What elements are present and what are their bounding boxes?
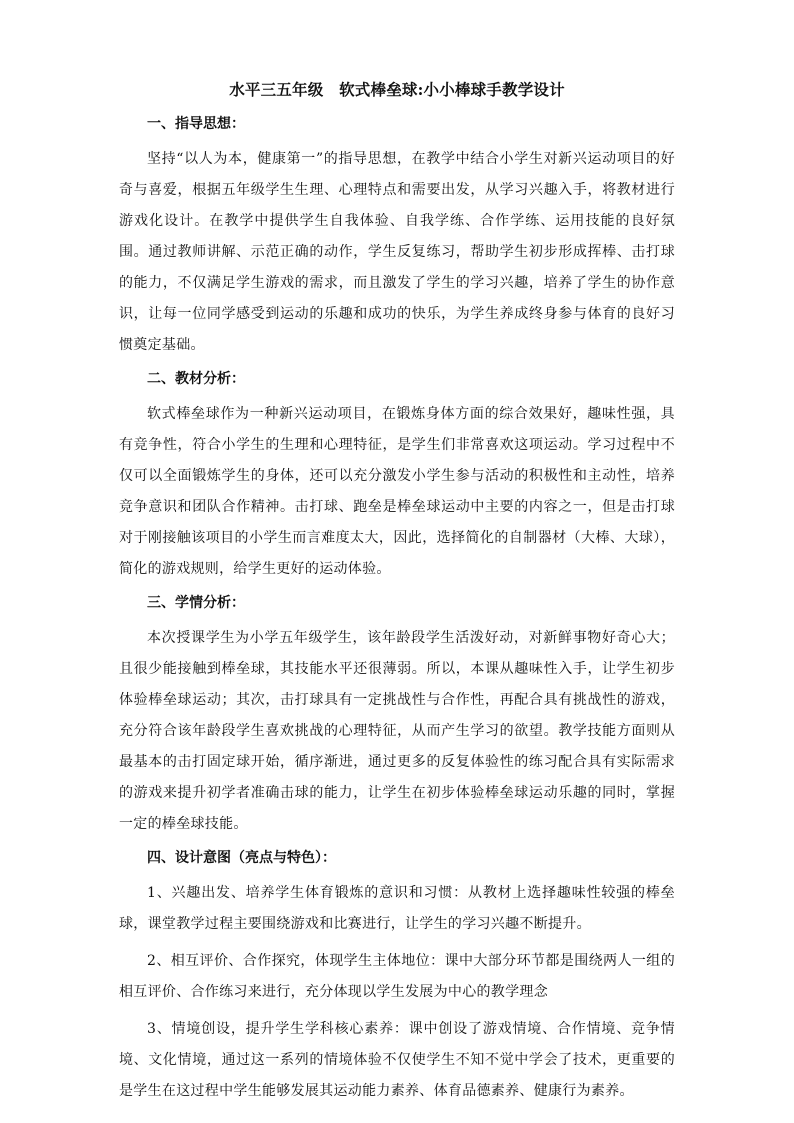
document-title: 水平三五年级 软式棒垒球:小小棒球手教学设计 xyxy=(229,80,565,99)
document-body xyxy=(119,78,675,1113)
section-heading-design-intent: 四、设计意图（亮点与特色）： xyxy=(147,850,336,866)
section-heading-guiding-ideology: 一、指导思想： xyxy=(147,116,245,132)
section-heading-student-analysis: 三、学情分析： xyxy=(147,595,245,611)
section-heading-material-analysis: 二、教材分析： xyxy=(147,371,245,387)
paragraph-design-intent-3: 3、情境创设，提升学生学科核心素养：课中创设了游戏情境、合作情境、竞争情境、文化情境，通过这一系列的情境体验不仅使学生不知不觉中学会了技术，更重要的是学生在这过程中学生能够发展其运动能力素养、体育品德素养、健康行为素养。 xyxy=(119,1021,675,1099)
paragraph-design-intent-1: 1、兴趣出发、培养学生体育锻炼的意识和习惯：从教材上选择趣味性较强的棒垒球，课堂教学过程主要围绕游戏和比赛进行，让学生的学习兴趣不断提升。 xyxy=(119,885,675,932)
paragraph-student-analysis: 本次授课学生为小学五年级学生，该年龄段学生活泼好动，对新鲜事物好奇心大；且很少能接触到棒垒球，其技能水平还很薄弱。所以，本课从趣味性入手，让学生初步体验棒垒球运动；其次，击打球具有一定挑战性与合作性，再配合具有挑战性的游戏，充分符合该年龄段学生喜欢挑战的心理特征，从而产生学习的欲望。教学技能方面则从最基本的击打固定球开始，循序渐进，通过更多的反复体验性的练习配合具有实际需求的游戏来提升初学者准确击球的能力，让学生在初步体验棒垒球运动乐趣的同时，掌握一定的棒垒球技能。 xyxy=(119,630,675,832)
paragraph-guiding-ideology: 坚持“以人为本，健康第一”的指导思想，在教学中结合小学生对新兴运动项目的好奇与喜爱，根据五年级学生生理、心理特点和需要出发，从学习兴趣入手，将教材进行游戏化设计。在教学中提供学生自我体验、自我学练、合作学练、运用技能的良好氛围。通过教师讲解、示范正确的动作，学生反复练习，帮助学生初步形成挥棒、击打球的能力，不仅满足学生游戏的需求，而且激发了学生的学习兴趣，培养了学生的协作意识，让每一位同学感受到运动的乐趣和成功的快乐，为学生养成终身参与体育的良好习惯奠定基础。 xyxy=(119,151,675,353)
paragraph-design-intent-2: 2、相互评价、合作探究，体现学生主体地位：课中大部分环节都是围绕两人一组的相互评价、合作练习来进行，充分体现以学生发展为中心的教学理念 xyxy=(119,953,675,1000)
paragraph-material-analysis: 软式棒垒球作为一种新兴运动项目，在锻炼身体方面的综合效果好，趣味性强，具有竞争性，符合小学生的生理和心理特征，是学生们非常喜欢这项运动。学习过程中不仅可以全面锻炼学生的身体，还可以充分激发小学生参与活动的积极性和主动性，培养竞争意识和团队合作精神。击打球、跑垒是棒垒球运动中主要的内容之一，但是击打球对于刚接触该项目的小学生而言难度太大，因此，选择简化的自制器材（大棒、大球），简化的游戏规则，给学生更好的运动体验。 xyxy=(119,406,675,577)
